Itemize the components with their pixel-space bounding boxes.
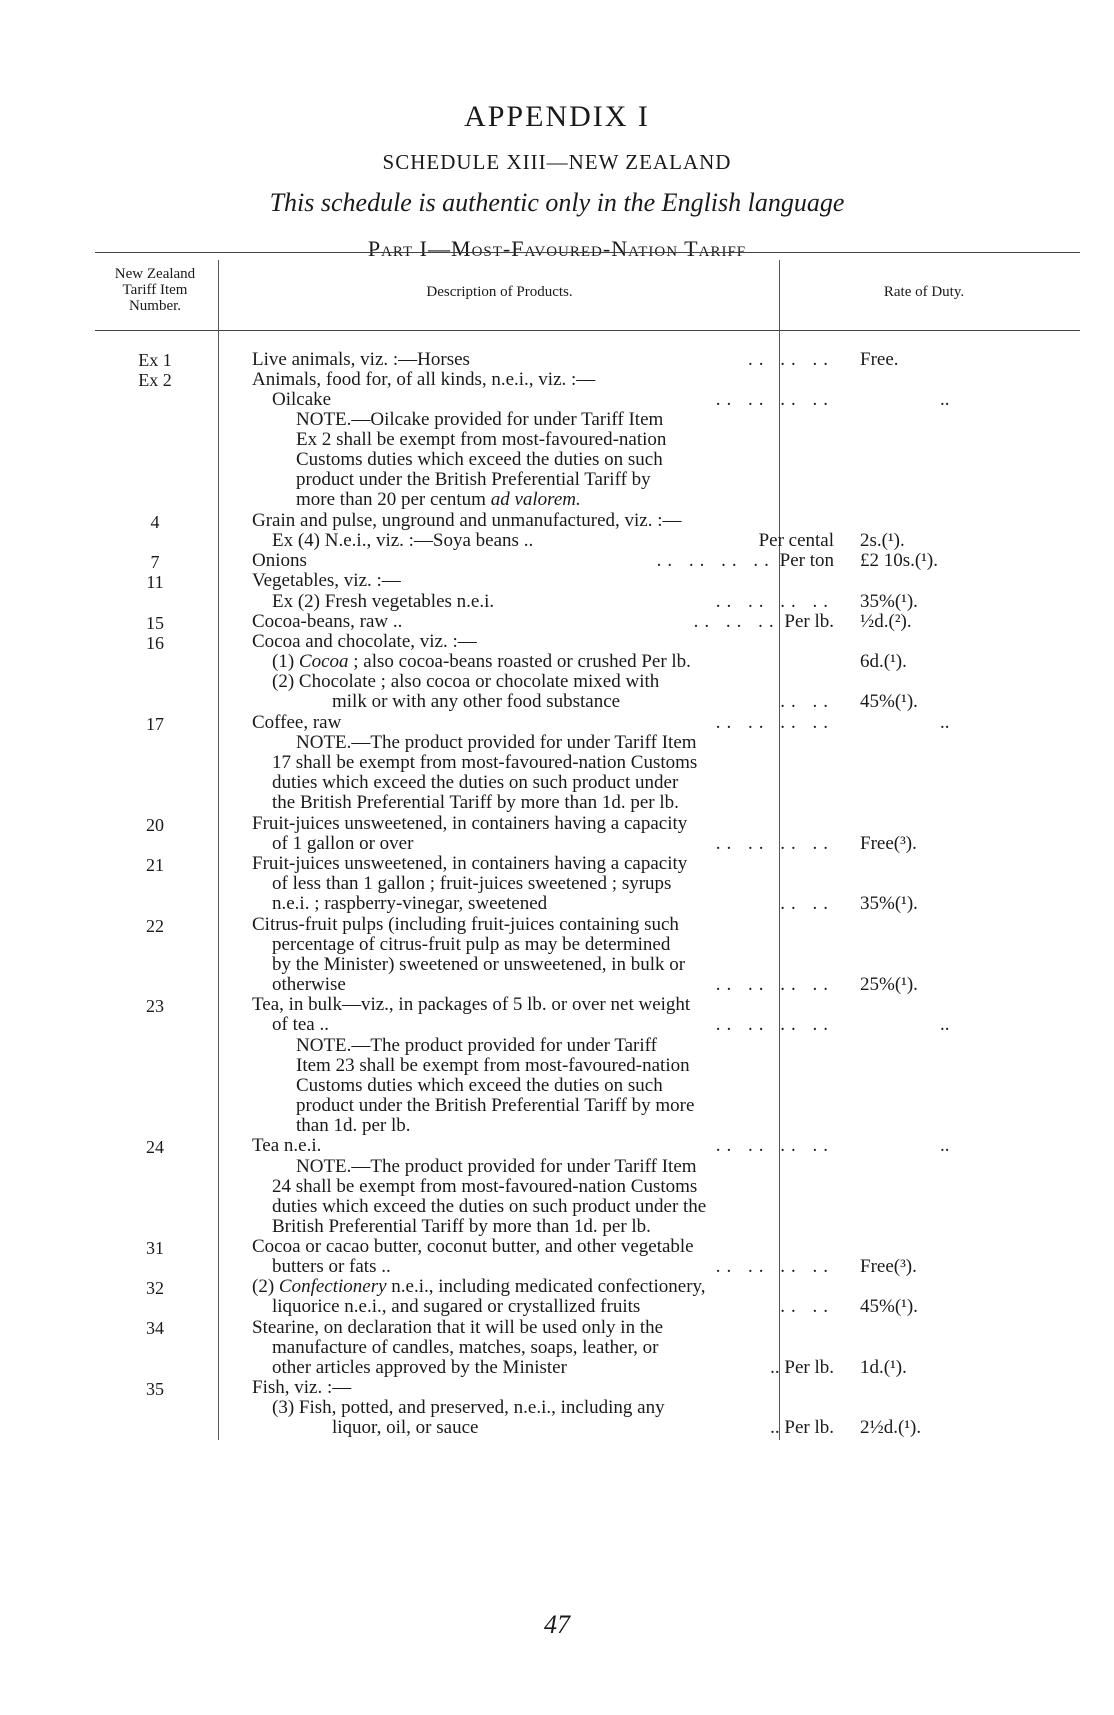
item-number: 34 xyxy=(146,1318,164,1338)
item-number: 4 xyxy=(150,512,160,532)
item-number: 15 xyxy=(146,613,164,633)
desc-line: Cocoa and chocolate, viz. :— xyxy=(252,631,477,652)
table-top-rule xyxy=(95,252,1080,253)
note-line: more than 20 per centum ad valorem. xyxy=(296,489,581,510)
rate-value: .. xyxy=(940,389,950,410)
note-line: 17 shall be exempt from most-favoured-nation Customs xyxy=(272,752,698,773)
note-line: the British Preferential Tariff by more than 1d. per lb. xyxy=(272,792,679,813)
note-line: NOTE.—The product provided for under Tariff Item xyxy=(296,1156,697,1177)
desc-line: Oilcake .. .. .. .. xyxy=(272,389,834,410)
rate-value: .. xyxy=(940,712,950,733)
desc-line: Live animals, viz. :—Horses .. .. .. xyxy=(252,349,834,370)
desc-line: Animals, food for, of all kinds, n.e.i., viz. :— xyxy=(252,369,596,390)
rate-value: 25%(¹). xyxy=(860,974,918,995)
desc-line: Onions .. .. .. .. Per ton xyxy=(252,550,834,571)
item-number: 20 xyxy=(146,815,164,835)
desc-line: Fruit-juices unsweetened, in containers having a capacity xyxy=(252,813,688,834)
desc-line: Cocoa or cacao butter, coconut butter, and other vegetable xyxy=(252,1236,694,1257)
item-number: Ex 2 xyxy=(138,370,172,390)
note-line: duties which exceed the duties on such product under the xyxy=(272,1196,707,1217)
rate-value: 45%(¹). xyxy=(860,1296,918,1317)
item-number: 16 xyxy=(146,633,164,653)
item-number: 32 xyxy=(146,1278,164,1298)
schedule-title: SCHEDULE XIII—NEW ZEALAND xyxy=(382,150,732,174)
note-line: British Preferential Tariff by more than 1d. per lb. xyxy=(272,1216,651,1237)
rate-value: 35%(¹). xyxy=(860,893,918,914)
note-line: NOTE.—The product provided for under Tariff xyxy=(296,1035,657,1056)
note-line: Customs duties which exceed the duties on such xyxy=(296,1075,663,1096)
item-number: 21 xyxy=(146,855,164,875)
rate-value: 45%(¹). xyxy=(860,691,918,712)
rate-value: £2 10s.(¹). xyxy=(860,550,938,571)
desc-line: (2) Chocolate ; also cocoa or chocolate mixed with xyxy=(272,671,660,692)
note-line: product under the British Preferential Tariff by more xyxy=(296,1095,695,1116)
desc-line: Citrus-fruit pulps (including fruit-juices containing such xyxy=(252,914,679,935)
desc-line: percentage of citrus-fruit pulp as may be determined xyxy=(272,934,671,955)
desc-line: Tea n.e.i. .. .. .. .. xyxy=(252,1135,834,1156)
item-number: 17 xyxy=(146,714,164,734)
desc-line: Stearine, on declaration that it will be used only in the xyxy=(252,1317,664,1338)
authentic-note: This schedule is authentic only in the English language xyxy=(269,188,845,217)
desc-line: Fish, viz. :— xyxy=(252,1377,352,1398)
desc-line: n.e.i. ; raspberry-vinegar, sweetened .. .. xyxy=(272,893,834,914)
note-line: product under the British Preferential Tariff by xyxy=(296,469,651,490)
item-number: 7 xyxy=(150,552,160,572)
rate-value: Free(³). xyxy=(860,833,917,854)
item-number: 22 xyxy=(146,916,164,936)
desc-line: Coffee, raw .. .. .. .. xyxy=(252,712,834,733)
note-line: than 1d. per lb. xyxy=(296,1115,411,1136)
desc-line: Fruit-juices unsweetened, in containers having a capacity xyxy=(252,853,688,874)
page-number: 47 xyxy=(544,1610,570,1639)
desc-line: other articles approved by the Minister .. Per lb. xyxy=(272,1357,834,1378)
rate-value: ½d.(²). xyxy=(860,611,912,632)
rate-value: Free. xyxy=(860,349,899,370)
item-number: 23 xyxy=(146,996,164,1016)
rate-value: 1d.(¹). xyxy=(860,1357,907,1378)
rate-value: .. xyxy=(940,1135,950,1156)
rate-value: 2s.(¹). xyxy=(860,530,905,551)
desc-line: Tea, in bulk—viz., in packages of 5 lb. or over net weight xyxy=(252,994,691,1015)
desc-line: Vegetables, viz. :— xyxy=(252,570,401,591)
desc-line: of 1 gallon or over .. .. .. .. xyxy=(272,833,834,854)
note-line: 24 shall be exempt from most-favoured-nation Customs xyxy=(272,1176,698,1197)
column-header-description: Description of Products. xyxy=(426,284,573,300)
desc-line: milk or with any other food substance .. .. xyxy=(332,691,834,712)
column-header-item: New Zealand Tariff Item Number. xyxy=(114,266,196,314)
desc-line: Cocoa-beans, raw .. .. .. .. Per lb. xyxy=(252,611,834,632)
part-title: Part I—Most-Favoured-Nation Tariff xyxy=(367,236,747,261)
desc-line: (3) Fish, potted, and preserved, n.e.i., including any xyxy=(272,1397,665,1418)
item-number: 24 xyxy=(146,1137,164,1157)
desc-line: Ex (4) N.e.i., viz. :—Soya beans .. Per cental xyxy=(272,530,834,551)
desc-line: Grain and pulse, unground and unmanufactured, viz. :— xyxy=(252,510,682,531)
item-number: 11 xyxy=(146,572,164,592)
rate-value: 6d.(¹). xyxy=(860,651,907,672)
rate-value: 35%(¹). xyxy=(860,591,918,612)
desc-line: Ex (2) Fresh vegetables n.e.i. .. .. .. .. xyxy=(272,591,834,612)
desc-line: (2) Confectionery n.e.i., including medicated confectionery, xyxy=(252,1276,706,1297)
note-line: Item 23 shall be exempt from most-favoured-nation xyxy=(296,1055,690,1076)
desc-line: of tea .. .. .. .. .. xyxy=(272,1014,834,1035)
note-line: duties which exceed the duties on such product under xyxy=(272,772,679,793)
table-header-rule xyxy=(95,330,1080,331)
desc-line: liquor, oil, or sauce .. Per lb. xyxy=(332,1417,834,1438)
desc-line: manufacture of candles, matches, soaps, leather, or xyxy=(272,1337,659,1358)
item-number: Ex 1 xyxy=(138,350,172,370)
desc-line: of less than 1 gallon ; fruit-juices sweetened ; syrups xyxy=(272,873,672,894)
desc-line: butters or fats .. .. .. .. .. xyxy=(272,1256,834,1277)
note-line: Ex 2 shall be exempt from most-favoured-nation xyxy=(296,429,667,450)
desc-line: liquorice n.e.i., and sugared or crystallized fruits .. .. xyxy=(272,1296,834,1317)
rate-value: 2½d.(¹). xyxy=(860,1417,922,1438)
appendix-title: APPENDIX I xyxy=(464,100,650,133)
column-divider-left xyxy=(218,260,219,1440)
note-line: NOTE.—Oilcake provided for under Tariff Item xyxy=(296,409,664,430)
item-number: 31 xyxy=(146,1238,164,1258)
rate-value: .. xyxy=(940,1014,950,1035)
desc-line: otherwise .. .. .. .. xyxy=(272,974,834,995)
rate-value: Free(³). xyxy=(860,1256,917,1277)
note-line: Customs duties which exceed the duties on such xyxy=(296,449,663,470)
note-line: NOTE.—The product provided for under Tariff Item xyxy=(296,732,697,753)
desc-line: (1) Cocoa ; also cocoa-beans roasted or crushed Per lb. xyxy=(272,651,691,672)
column-header-rate: Rate of Duty. xyxy=(883,284,965,300)
item-number: 35 xyxy=(146,1379,164,1399)
desc-line: by the Minister) sweetened or unsweetened, in bulk or xyxy=(272,954,686,975)
